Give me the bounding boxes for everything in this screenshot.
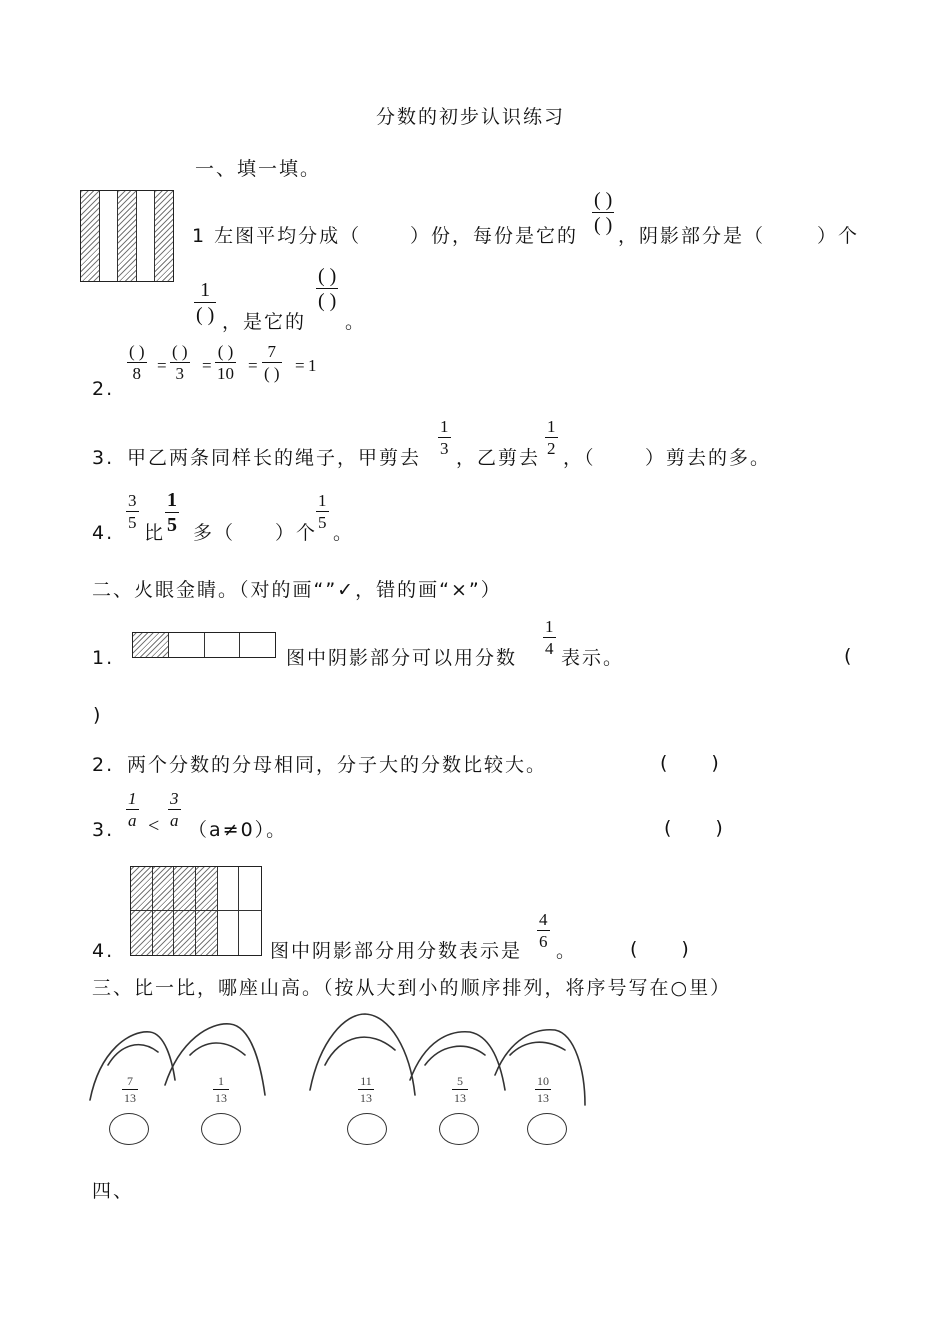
- s2-q4-number: 4.: [92, 940, 115, 962]
- s2-q1-text-b: 表示。: [561, 647, 625, 669]
- s2-q2-number: 2.: [92, 754, 115, 776]
- answer-circle-5[interactable]: [527, 1113, 567, 1145]
- q2-eq-1: =: [157, 356, 167, 375]
- s2-q4-fraction: 4 6: [539, 910, 548, 951]
- q3-text-a: 甲乙两条同样长的绳子，甲剪去: [127, 447, 422, 469]
- q2-eq-4: =: [295, 356, 305, 375]
- s2-q1-fraction: 1 4: [545, 617, 554, 658]
- q1-text-c: ，阴影部分是（: [618, 225, 766, 247]
- answer-circle-4[interactable]: [439, 1113, 479, 1145]
- q2-fraction-3: ( ) 10: [217, 342, 234, 383]
- s2-q1-number: 1.: [92, 647, 115, 669]
- q3-text-b: ，乙剪去: [456, 447, 541, 469]
- s2-q3-fraction-1: 1 a: [128, 789, 137, 830]
- q4-text-c: ）个: [275, 522, 318, 544]
- q1-text-b: ）份，每份是它的: [410, 225, 579, 247]
- s2-q3-paren[interactable]: ( ): [664, 817, 725, 839]
- q4-fraction-3: 1 5: [318, 491, 327, 532]
- q4-end: 。: [333, 522, 355, 544]
- s2-q1-paren-close[interactable]: ): [93, 704, 103, 726]
- section2-heading: 二、火眼金睛。（对的画“”✓，错的画“×”）: [92, 579, 502, 601]
- answer-circle-1[interactable]: [109, 1113, 149, 1145]
- q1-fraction-unit: 1 ( ): [196, 279, 215, 326]
- answer-circle-3[interactable]: [347, 1113, 387, 1145]
- q4-number: 4.: [92, 522, 115, 544]
- q1-fraction-blank-1: ( ) ( ): [594, 189, 613, 236]
- s2-q4-paren[interactable]: ( ): [630, 938, 691, 960]
- q1-end: 。: [345, 311, 367, 333]
- s2-q1-text: 图中阴影部分可以用分数: [286, 647, 518, 669]
- q2-eq-2: =: [202, 356, 212, 375]
- mountain-label-5: 10 13: [537, 1074, 549, 1105]
- q4-text-a: 比: [144, 522, 166, 544]
- q3-text-d: ）剪去的多。: [645, 447, 772, 469]
- mountain-label-4: 5 13: [454, 1074, 466, 1105]
- section3-heading: 三、比一比，哪座山高。（按从大到小的顺序排列，将序号写在○里）: [92, 977, 732, 999]
- q4-text-b: 多（: [193, 522, 236, 544]
- q3-number: 3.: [92, 447, 115, 469]
- s2-q4-grid-figure: [130, 866, 262, 956]
- s2-q3-fraction-2: 3 a: [170, 789, 179, 830]
- q1-text-a: 1 左图平均分成（: [192, 225, 362, 247]
- s2-q4-text: 图中阴影部分用分数表示是: [270, 940, 523, 962]
- q2-one: 1: [308, 356, 317, 375]
- mountain-3-inner: [325, 1037, 395, 1065]
- q1-text-d: ）个: [817, 225, 860, 247]
- s2-q3-number: 3.: [92, 819, 115, 841]
- s2-q3-condition: （a≠0）。: [188, 819, 288, 841]
- s2-q1-bar-figure: [132, 632, 276, 658]
- s2-q3-lt: <: [148, 815, 160, 837]
- q4-fraction-2: 1 5: [167, 489, 177, 536]
- mountain-2-inner: [190, 1043, 245, 1055]
- s2-q2-text: 两个分数的分母相同，分子大的分数比较大。: [127, 754, 548, 776]
- q1-text-line2: ，是它的: [222, 311, 307, 333]
- q3-text-c: ，（: [563, 447, 596, 469]
- section4-heading: 四、: [92, 1180, 135, 1202]
- s2-q1-paren-open[interactable]: (: [844, 645, 854, 667]
- mountain-4-inner: [425, 1046, 485, 1065]
- s2-q2-paren[interactable]: ( ): [660, 752, 721, 774]
- q2-fraction-4: 7 ( ): [264, 342, 280, 383]
- q2-fraction-1: ( ) 8: [129, 342, 145, 383]
- page-title: 分数的初步认识练习: [376, 106, 566, 128]
- q2-number: 2.: [92, 378, 115, 400]
- mountain-label-3: 11 13: [360, 1074, 372, 1105]
- s2-q4-end: 。: [556, 940, 578, 962]
- q1-strip-figure: [80, 190, 174, 282]
- q1-fraction-blank-2: ( ) ( ): [318, 265, 337, 312]
- section1-heading: 一、填一填。: [195, 158, 322, 180]
- mountains-illustration: [80, 1010, 600, 1120]
- answer-circle-2[interactable]: [201, 1113, 241, 1145]
- mountain-label-1: 7 13: [124, 1074, 136, 1105]
- q4-fraction-1: 3 5: [128, 491, 137, 532]
- q2-eq-3: =: [248, 356, 258, 375]
- mountain-5-inner: [510, 1042, 565, 1055]
- q2-fraction-2: ( ) 3: [172, 342, 188, 383]
- q3-fraction-1: 1 3: [440, 417, 449, 458]
- mountain-label-2: 1 13: [215, 1074, 227, 1105]
- q3-fraction-2: 1 2: [547, 417, 556, 458]
